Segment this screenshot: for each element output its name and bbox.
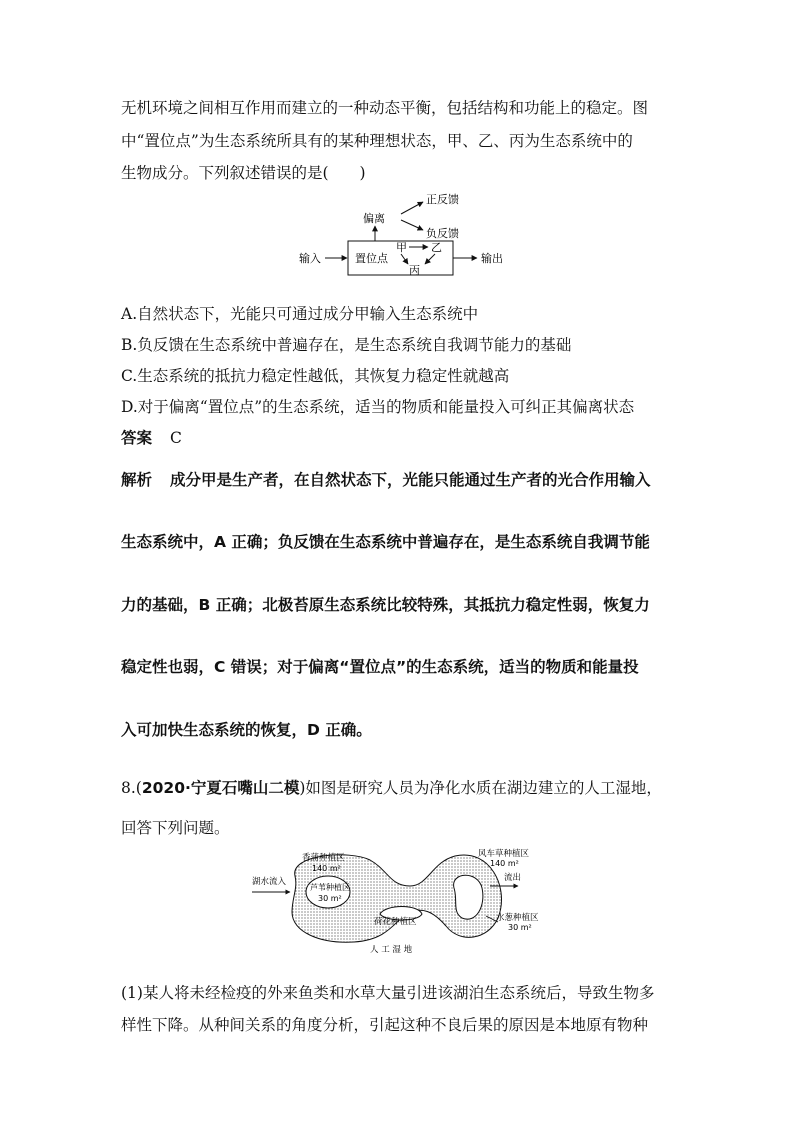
q7-intro-line-1: 无机环境之间相互作用而建立的一种动态平衡，包括结构和功能上的稳定。图 [121, 99, 649, 117]
q8-sub1-line-1: (1)某人将未经检疫的外来鱼类和水草大量引进该湖泊生态系统后，导致生物多 [121, 984, 655, 1002]
zone1-label: 香蒲种植区 [302, 853, 345, 863]
deviation-label: 偏离 [363, 212, 385, 225]
positive-feedback-label: 正反馈 [426, 193, 459, 206]
setpoint-label: 置位点 [355, 252, 388, 265]
outflow-label: 流出 [504, 873, 522, 883]
analysis-line-3: 力的基础，B 正确；北极苔原生态系统比较特殊，其抵抗力稳定性弱，恢复力 [121, 596, 650, 614]
zone1-area: 140 m² [312, 864, 341, 873]
reed-zone [306, 876, 350, 908]
negative-feedback-label: 负反馈 [426, 227, 459, 240]
answer-label: 答案 [121, 429, 153, 447]
zone2-label: 芦苇种植区 [310, 883, 350, 892]
zone2-area: 30 m² [318, 894, 342, 903]
q8-source: 2020·宁夏石嘴山二模 [141, 779, 300, 797]
analysis-text-1: 成分甲是生产者，在自然状态下，光能只能通过生产者的光合作用输入 [170, 471, 651, 489]
bing-label: 丙 [409, 264, 420, 277]
option-d: D.对于偏离“置位点”的生态系统，适当的物质和能量投入可纠正其偏离状态 [121, 398, 635, 416]
zone4-label: 风车草种植区 [478, 849, 530, 859]
analysis-line-5: 入可加快生态系统的恢复，D 正确。 [121, 721, 372, 739]
analysis-line-2: 生态系统中，A 正确；负反馈在生态系统中普遍存在，是生态系统自我调节能 [121, 533, 650, 551]
zone5-area: 30 m² [508, 923, 532, 932]
zone3-label: 荷花种植区 [374, 917, 417, 927]
q7-intro-line-3: 生物成分。下列叙述错误的是( ) [121, 164, 366, 182]
jia-label: 甲 [396, 241, 407, 254]
analysis-line-1 [121, 470, 651, 490]
wetland-figure [250, 848, 580, 956]
q8-sub1-line-2: 样性下降。从种间关系的角度分析，引起这种不良后果的原因是本地原有物种 [121, 1016, 649, 1034]
option-c: C.生态系统的抵抗力稳定性越低，其恢复力稳定性就越高 [121, 367, 510, 385]
q7-intro-line-2: 中“置位点”为生态系统所具有的某种理想状态，甲、乙、丙为生态系统中的 [121, 132, 633, 150]
zone5-label: 水葱种植区 [496, 913, 539, 923]
zone4-area: 140 m² [490, 859, 519, 868]
q8-suffix: )如图是研究人员为净化水质在湖边建立的人工湿地， [299, 779, 662, 797]
setpoint-diagram [295, 188, 525, 282]
option-a: A.自然状态下，光能只可通过成分甲输入生态系统中 [121, 305, 479, 323]
input-label: 输入 [299, 252, 321, 265]
output-label: 输出 [481, 252, 503, 265]
q8-line-1 [121, 778, 662, 798]
q8-line-2: 回答下列问题。 [121, 819, 230, 837]
analysis-line-4: 稳定性也弱，C 错误；对于偏离“置位点”的生态系统，适当的物质和能量投 [121, 658, 639, 676]
windmill-grass-zone [454, 875, 483, 919]
option-b: B.负反馈在生态系统中普遍存在，是生态系统自我调节能力的基础 [121, 336, 572, 354]
yi-label: 乙 [431, 241, 442, 254]
figure-caption: 人 工 湿 地 [370, 945, 413, 955]
q8-prefix: 8.( [121, 779, 142, 797]
analysis-label: 解析 [121, 471, 153, 489]
inflow-label: 湖水流入 [252, 877, 287, 887]
answer-line [121, 428, 182, 448]
answer-value: C [170, 429, 182, 447]
